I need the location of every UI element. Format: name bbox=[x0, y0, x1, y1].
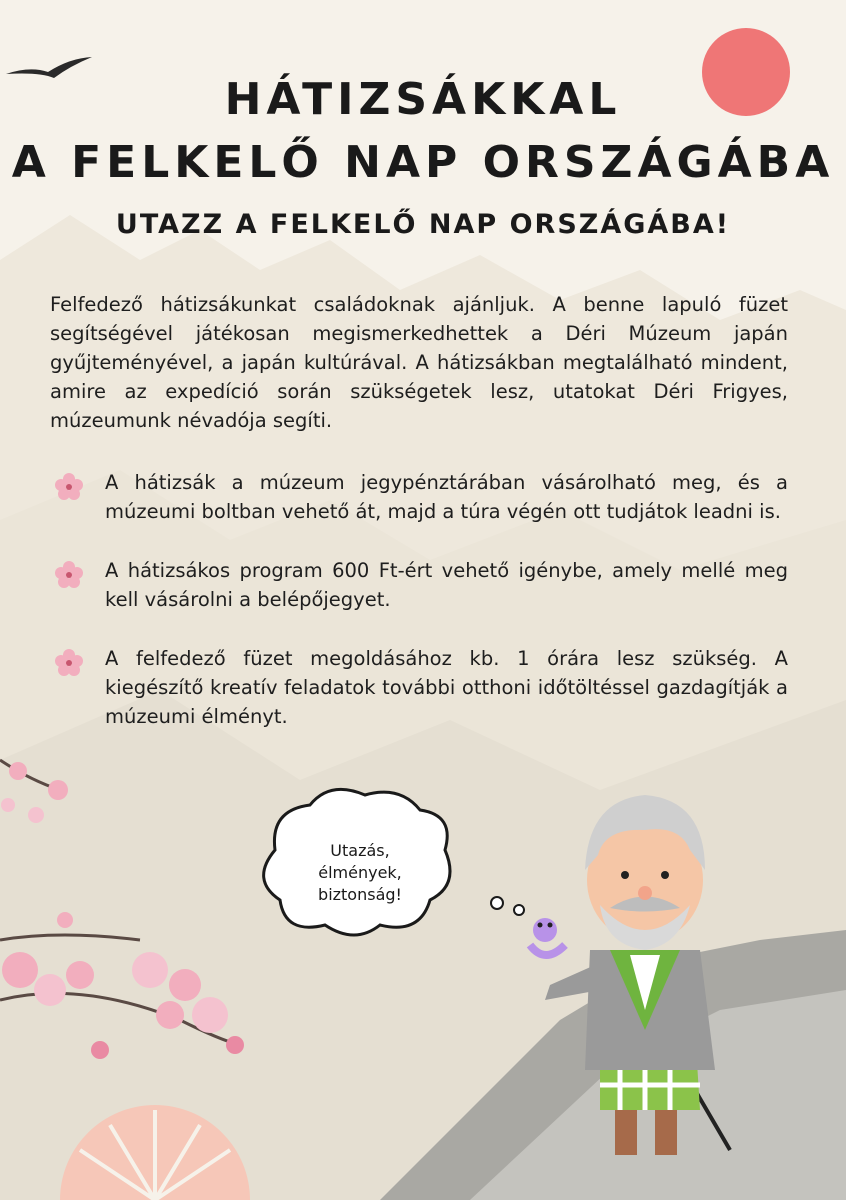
speech-line-2: élmények, bbox=[318, 863, 402, 882]
cherry-blossom-icon bbox=[54, 560, 84, 590]
page-title-line-1: HÁTIZSÁKKAL bbox=[224, 74, 622, 125]
intro-paragraph: Felfedező hátizsákunkat családoknak ajánljuk. A benne lapuló füzet segítségével játékosan megismerkedhettek a Déri Múzeum japán gyűjteményével, a japán kultúrával. A hátizsákban megtalálható mindent, amire az expedíció során szükségetek lesz, utatokat Déri Frigyes, múzeumunk névadója segíti. bbox=[50, 293, 788, 432]
list-item bbox=[50, 644, 788, 731]
list-item-text: A hátizsák a múzeum jegypénztárában vásárolható meg, és a múzeumi boltban vehető át, majd a túra végén ott tudjátok leadni is. bbox=[105, 471, 788, 523]
cherry-blossom-icon bbox=[54, 472, 84, 502]
speech-bubble-text bbox=[300, 840, 420, 906]
page-subtitle: UTAZZ A FELKELŐ NAP ORSZÁGÁBA! bbox=[115, 209, 731, 240]
list-item-text: A hátizsákos program 600 Ft-ért vehető igénybe, amely mellé meg kell vásárolni a belépőjegyet. bbox=[105, 559, 788, 611]
page-title-line-2: A FELKELŐ NAP ORSZÁGÁBA bbox=[11, 137, 835, 188]
info-list bbox=[50, 468, 788, 761]
speech-line-1: Utazás, bbox=[330, 841, 390, 860]
list-item bbox=[50, 556, 788, 614]
list-item-text: A felfedező füzet megoldásához kb. 1 órára lesz szükség. A kiegészítő kreatív feladatok további otthoni időtöltéssel gazdagítják a múzeumi élményt. bbox=[105, 647, 788, 728]
cherry-blossom-icon bbox=[54, 648, 84, 678]
list-item bbox=[50, 468, 788, 526]
speech-line-3: biztonság! bbox=[318, 885, 402, 904]
